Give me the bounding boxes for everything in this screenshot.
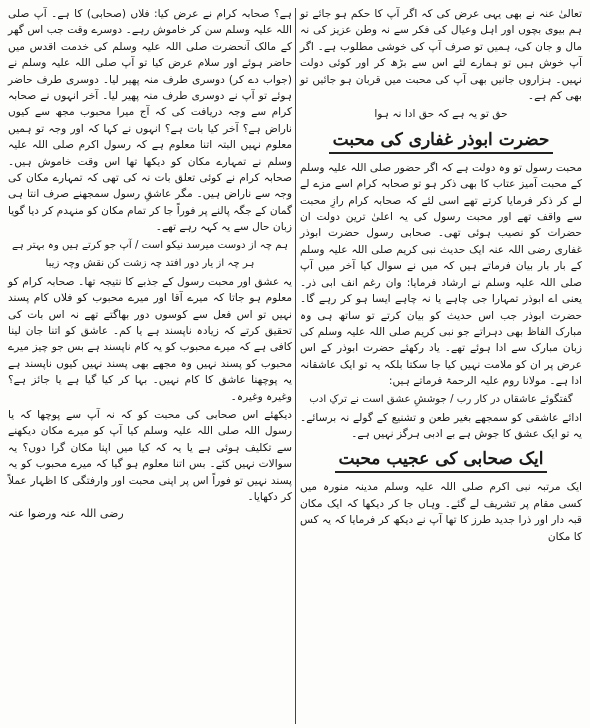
persian-verse-2: ہر چہ از یار دور افتد چہ زشت کن نقش وچہ زیبا — [45, 257, 255, 269]
persian-verse-1: ہم چہ از دوست میرسد نیکو است / آپ جو کرتے ہیں وہ بہتر ہے — [11, 239, 289, 251]
column-divider — [295, 8, 296, 724]
right-column — [300, 6, 582, 724]
left-paragraph-1: ہے؟ صحابہ کرام نے عرض کیا: فلاں (صحابی) کا ہے۔ آپ صلی اللہ علیہ وسلم سن کر خاموش رہے۔ دوسرے وقت جب اس گھر کے مالک آنحضرت صلی اللہ علیہ وسلم کی خدمت اقدس میں حاضر ہوئے اور سلام عرض کیا تو آپ صلی اللہ علیہ وسلم نے (جواب دے کر) دوسری طرف منہ پھیر لیا۔ دوسری طرف حاضر ہوئے تو آپ نے دوسری طرف منہ پھیر لیا۔ آخر انہوں نے صحابہ کرام سے وجہ دریافت کی کہ آج میرا محبوب مجھ سے کیوں ناراض ہے؟ آخر کیا بات ہے؟ انہوں نے کہا کہ اور وجہ تو ہمیں معلوم نہیں البتہ اتنا معلوم ہے کہ رسول اکرم صلی اللہ علیہ وسلم نے تمہارے مکان کو دیکھا تھا اس وقت خاموش ہیں۔ صحابہ کرام نے کوئی تعلق بات نہ کی تھی کہ تمہارے مکان کی وجہ سے ناراض ہیں۔ مگر عاشقِ رسول سمجھنے صرف انتا ہی گمان کے جگہ پالنے پر فوراً جا کر تمام مکان کو منہدم کر دیا گویا زبان حال سے یہ کہہ رہے تھے۔ — [8, 8, 292, 234]
right-paragraph-1: تعالیٰ عنہ نے بھی یہی عرض کی کہ اگر آپ کا حکم ہو جائے تو ہم بیوی بچوں اور اہل وعیال کی فکر سے نہ وطن عزیز کی نہ مال و جان کی، ہمیں تو صرف آپ کی خوشی مطلوب ہے۔ اگر آپ خوش ہیں تو ہمارے لئے اس سے بڑھ کر اور کوئی دولت نہیں۔ ہزاروں جانیں بھی آپ کی محبت میں قربان ہو جائیں تو بھی کم ہے۔ — [300, 8, 582, 103]
heading-abu-dhar-text: حضرت ابوذر غفاری کی محبت — [329, 128, 554, 154]
heading-abu-dhar-love — [300, 128, 582, 154]
heading-companion-love — [300, 447, 582, 473]
left-paragraph-3: دیکھئے اس صحابی کی محبت کو کہ نہ آپ سے پوچھا کہ یا رسول اللہ صلی اللہ علیہ وسلم کیا آپ کو میرے مکان دیکھنے سے تکلیف ہوئی ہے یا یہ کہ کیا میں اپنا مکان گرا دوں؟ یہ سوالات نہیں کئے۔ بس اتنا معلوم ہو گیا کہ میرے محبوب کو یہ پسند نہیں تو فوراً اس پر اپنی محبت اور وارفتگی کا اظہار عملاً کر دکھایا۔ — [8, 408, 292, 503]
left-paragraph-2: یہ عشق اور محبت رسول کے جذبے کا نتیجہ تھا۔ صحابہ کرام کو معلوم ہو جاتا کہ میرے آقا اور میرے محبوب کو فلاں کام پسند نہیں تو اس فعل سے کوسوں دور بھاگتے تھے نہ اس بات کی تحقیق کرتے کہ زیادہ ناپسند ہے یا کم۔ عاشق کو اتنا جان لینا کافی ہے کہ میرے محبوب کو یہ کام ناپسند ہے بس جو چیز میرے محبوب کو پسند نہیں وہ مجھے بھی پسند نہیں کیوں ناپسند ہے یہ پوچھنا عاشق کا کام نہیں۔ بہا کر کیا گیا ہے یا جائز ہے؟ وغیرہ وغیرہ۔ — [8, 275, 292, 403]
closing-benediction: رضی اللہ عنہ ورضوا عنہ — [8, 507, 124, 521]
left-column — [8, 6, 292, 724]
heading-companion-text: ایک صحابی کی عجیب محبت — [335, 447, 548, 473]
right-paragraph-2: محبت رسول تو وہ دولت ہے کہ اگر حضور صلی اللہ علیہ وسلم کے محبت آمیز عتاب کا بھی ذکر ہو تو صحابہ کرام اسے مزے لے لے کر ذکر فرمایا کرتے تھے اسی لئے کہ صحابہ کرام رازِ محبت سے واقف تھے اور محبت رسول کی یہ اعلیٰ ترین دولت ان حضرات کو نصیب ہوئی تھی۔ صحابی رسول حضرت ابوذر غفاری رضی اللہ عنہ ایک حدیث نبی کریم صلی اللہ علیہ وسلم کے بار بار بیان فرماتے ہیں کہ میں نے سوال کیا آخر میں آپ صلی اللہ علیہ وسلم نے ارشاد فرمایا: وان رغم انف ابی ذر۔ یعنی اے ابوذر تمہارا جی چاہے یا نہ چاہے ایسا ہو کر رہے گا۔ حضرت ابوذر جب اس حدیث کو بیان کرتے تو ساتھ ہی وہ مبارک الفاظ بھی دہراتے جو نبی کریم صلی اللہ علیہ وسلم کی زبان مبارک سے ادا ہوئے تھے۔ یاد رکھئے حضرت ابوذر کے اس عرض پر ان کو ملامت نہیں کیا جا سکتا بلکہ یہ تو ایک عاشقانہ ادا ہے۔ مولانا روم علیہ الرحمۃ فرماتے ہیں: — [300, 161, 582, 388]
right-paragraph-4: ایک مرتبہ نبی اکرم صلی اللہ علیہ وسلم مدینہ منورہ میں کسی مقام پر تشریف لے گئے۔ وہاں جا کر دیکھا کہ ایک مکان قبہ دار اور ذرا جدید طرز کا تھا آپ نے دیکھ کر فرمایا کہ یہ کس کا مکان — [300, 481, 582, 543]
right-verse-line: حق تو یہ ہے کہ حق ادا نہ ہوا — [374, 108, 508, 121]
rumi-couplet: گفتگوئے عاشقاں در کار رب / جوششِ عشق است نے ترکِ ادب — [309, 393, 573, 405]
right-paragraph-3: ادائے عاشقی کو سمجھے بغیر طعن و تشنیع کے گولے نہ برسائے۔ یہ تو ایک عشق کا جوش ہے بے ادبی ہرگز نہیں ہے۔ — [300, 411, 582, 440]
